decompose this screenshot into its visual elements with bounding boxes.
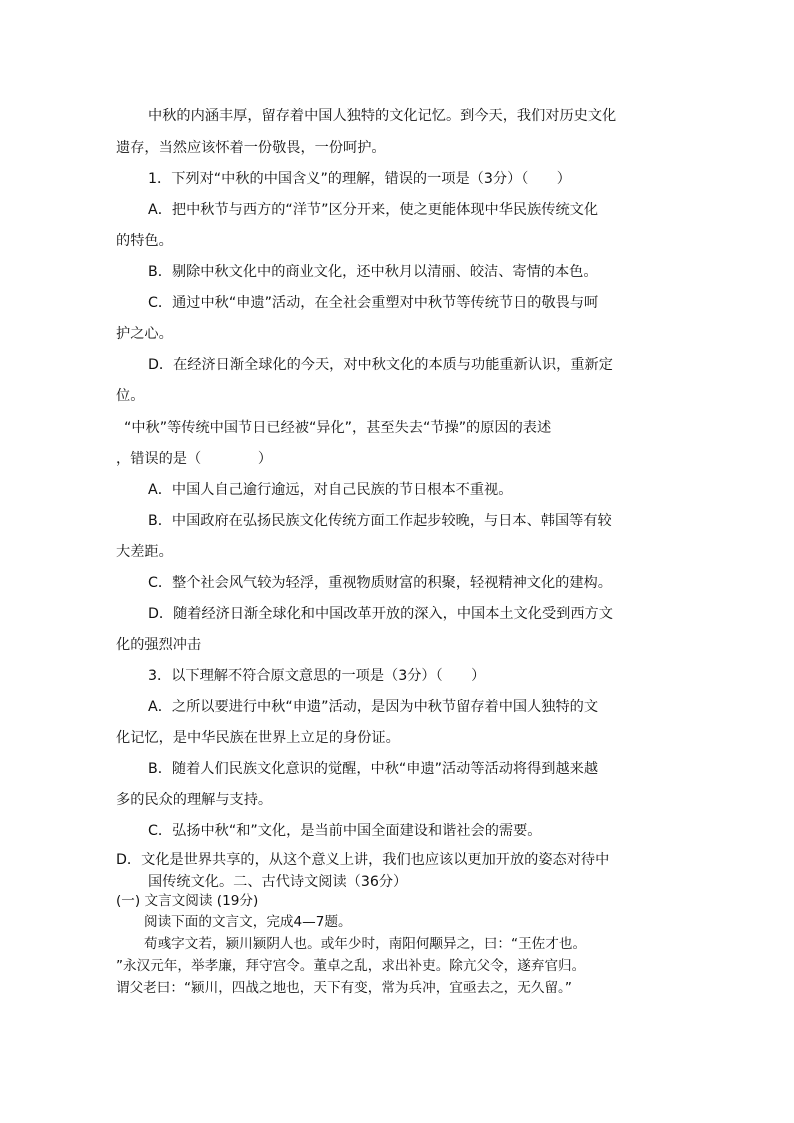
- passage-end-line-2: 遗存，当然应该怀着一份敬畏，一份呵护。: [116, 140, 386, 156]
- question-3-option-a-cont: 化记忆，是中华民族在世界上立足的身份证。: [116, 730, 400, 746]
- question-3-stem: 3．以下理解不符合原文意思的一项是（3分）（ ）: [148, 668, 486, 684]
- question-3-option-c: C．弘扬中秋“和”文化，是当前中国全面建设和谐社会的需要。: [148, 823, 542, 839]
- question-2-option-b-cont: 大差距。: [116, 544, 173, 560]
- question-2-option-c: C．整个社会风气较为轻浮，重视物质财富的积聚，轻视精神文化的建构。: [148, 575, 612, 591]
- question-3-option-d-cont: 国传统文化。二、古代诗文阅读（36分）: [148, 874, 408, 890]
- classical-text-line-3: 谓父老曰：“颍川，四战之地也，天下有变，常为兵冲，宜亟去之，无久留。”: [116, 980, 572, 996]
- question-1-option-c: C．通过中秋“申遗”活动，在全社会重塑对中秋节等传统节日的敬畏与呵: [148, 295, 599, 311]
- question-1-option-a-cont: 的特色。: [116, 233, 173, 249]
- question-2-option-d: D．随着经济日渐全球化和中国改革开放的深入，中国本土文化受到西方文: [148, 606, 613, 622]
- classical-text-line-1: 荀彧字文若，颍川颍阴人也。或年少时，南阳何颙异之，曰：“王佐才也。: [144, 936, 587, 952]
- question-3-option-d: D．文化是世界共享的，从这个意义上讲，我们也应该以更加开放的姿态对待中: [116, 852, 610, 868]
- question-3-option-b-cont: 多的民众的理解与支持。: [116, 792, 273, 808]
- question-2-stem: “中秋”等传统中国节日已经被“异化”，甚至失去“节操”的原因的表述: [124, 420, 552, 436]
- question-1-option-b: B．剔除中秋文化中的商业文化，还中秋月以清丽、皎洁、寄情的本色。: [148, 264, 598, 280]
- question-1-option-d-cont: 位。: [116, 388, 145, 404]
- passage-end-line-1: 中秋的内涵丰厚，留存着中国人独特的文化记忆。到今天，我们对历史文化: [148, 108, 617, 124]
- question-2-stem-cont: ，错误的是（ ）: [116, 451, 273, 467]
- question-2-option-b: B．中国政府在弘扬民族文化传统方面工作起步较晚，与日本、韩国等有较: [148, 513, 612, 529]
- section-instruction: 阅读下面的文言文，完成4—7题。: [144, 914, 352, 930]
- question-1-stem: 1．下列对“中秋的中国含义”的理解，错误的一项是（3分）（ ）: [148, 171, 571, 187]
- question-1-option-a: A．把中秋节与西方的“洋节”区分开来，使之更能体现中华民族传统文化: [148, 202, 599, 218]
- question-1-option-c-cont: 护之心。: [116, 326, 173, 342]
- question-2-option-a: A．中国人自己逾行逾远，对自己民族的节日根本不重视。: [148, 482, 513, 498]
- question-3-option-a: A．之所以要进行中秋“申遗”活动，是因为中秋节留存着中国人独特的文: [148, 699, 599, 715]
- question-2-option-d-cont: 化的强烈冲击: [116, 637, 202, 653]
- section-heading: (一) 文言文阅读 (19分): [116, 893, 259, 909]
- question-3-option-b: B．随着人们民族文化意识的觉醒，中秋“申遗”活动等活动将得到越来越: [148, 761, 599, 777]
- question-1-option-d: D．在经济日渐全球化的今天，对中秋文化的本质与功能重新认识，重新定: [148, 357, 613, 373]
- classical-text-line-2: ”永汉元年，举孝廉，拜守宫令。董卓之乱，求出补吏。除亢父令，遂弃官归。: [116, 958, 586, 974]
